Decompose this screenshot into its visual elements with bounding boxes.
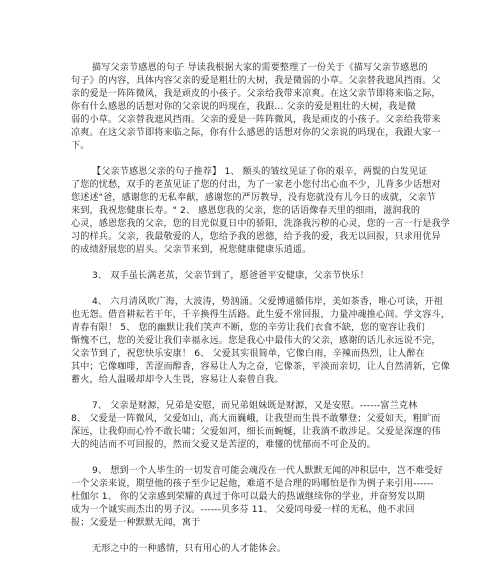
text-line: 成为一个诚实而杰出的男子汉。------贝多芬 11、 父爱同母爱一样的无私，他不求回 [71, 505, 415, 515]
text-line: 也无怨。借音耕耘若干年，千辛换得生活路。此生爱不常回报，力量冲魂推心间。学文容斗， [71, 310, 450, 320]
text-line: 描写父亲节感恩的句子 导读我根据大家的需要整理了一份关于《描写父亲节感恩的 [92, 63, 428, 73]
text-line: 来到，我祝您健康长寿。" 2、 感恩您我的父亲，您的话语像春天里的细雨，滋润我的 [71, 206, 421, 216]
text-line: 青春有限！ 5、 您的幽默让我们笑声不断，您的辛劳让我们衣食不缺，您的宽容让我们 [71, 323, 426, 333]
text-line: 大的纯洁而不可回报的，然而父爱又是苦涩的，难懂的忧郁而不可企及的。 [71, 440, 377, 450]
text-line: 深远，让我仰而心怜不敢长啸；父爱如河，细长而蜿蜒，让我淌不敢涉足。父爱是深邃的伟 [71, 427, 441, 437]
text-line: 9、 想到一个人毕生的一切发音可能会魂没在一代人默默无闻的冲积层中，岂不难受好 [92, 466, 443, 476]
text-line: 无形之中的一种感情，只有用心的人才能体会。 [92, 544, 287, 554]
text-line: 了您的忧愁，双手的老茧见证了您的付出，为了一家老小您付出心血不少，儿背多少话想对 [71, 180, 441, 190]
text-line: 心灵，感恩您我的父亲，您的目光似夏日中的骄阳，洗涤我污秽的心灵，您的一言一行是我学 [71, 219, 450, 229]
text-line: 3、 双手虽长满老茧，父亲节到了，愿爸爸平安健康，父亲节快乐！ [92, 271, 370, 281]
text-line: 你有什么感恩的话想对你的父亲说的吗现在，我跟... 父亲的爱是粗壮的大树，我是微 [71, 102, 416, 112]
text-line: 蓄火，给人温暖却却令人生畏，容易让人泰曾自我。 [71, 375, 284, 385]
text-line: 一个父亲来说，期望他的孩子至少记起他，难道不是合理的吗哪怕是作为例子来引用------ [71, 479, 434, 489]
text-line: 习的样兵。父亲，我最敬爱的人，您给予我的恩德，给予我的爱，我无以回报，只求用优异 [71, 232, 441, 242]
text-line: 的成绩舒展您的眉头。父亲节来到，祝您健康健康乐逍遥。 [71, 245, 312, 255]
text-line: 其中；它像咖啡，苦涩而醇香，容易让人为之奋，它像茶，平淡而亲切，让人自然清新，它像 [71, 362, 450, 372]
text-line: 下。 [71, 141, 90, 151]
text-line: 您述述"爸，感谢您的无私奉献，感谢您的严厉教导，没有您就没有儿今日的成就，父亲节 [71, 193, 436, 203]
text-line: 报；父爱是一种默默无闻，寓于 [71, 518, 201, 528]
text-line: 【父亲节感恩父亲的句子推荐】 1、 额头的皱纹见证了你的艰辛，两鬓的白发见证 [92, 167, 428, 177]
text-line: 父亲节到了，祝您快乐安康！ 6、 父爱其实很简单，它像白雨，辛辣而热烈，让人醉在 [71, 349, 426, 359]
text-line: 句子》的内容，具体内容父亲的爱是粗壮的大树，我是微弱的小草。父亲替我遮风挡雨。父 [71, 76, 441, 86]
text-line: 亲的爱是一阵阵微风，我是顽皮的小孩子。父亲给我带来凉爽。在这父亲节即将来临之际， [71, 89, 441, 99]
text-line: 4、 六月清风吹广海，大波涛，势汹涌。父爱博通循伟岸，美如茶香，唯心可读，开祖 [92, 297, 443, 307]
text-line: 7、 父亲是财源，兄弟是安慰，而兄弟姐妹既是财源，又是安慰。------富兰克林 [92, 401, 418, 411]
text-line: 凉爽。在这父亲节即将来临之际，你有什么感恩的话想对你的父亲说的吗现在，我跟大家一 [71, 128, 441, 138]
text-line: 杜伽尔 1、 你的父亲感到荣耀的真过于你可以最大的热诚继续你的学业，并奋努发以期 [71, 492, 426, 502]
text-line: 弱的小草。父亲替我遮风挡雨。父亲的爱是一阵阵微风，我是顽皮的小孩子。父亲给我带来 [71, 115, 441, 125]
text-line: 惭愧不已，您的关爱让我们幸福永远。您是我心中最伟大的父亲，感谢的话儿永远说不完， [71, 336, 441, 346]
text-line: 8、 父爱是一阵微风，父爱如山，高大而巍峨，让我望而生畏不敢攀登；父爱如天，粗旷而 [71, 414, 441, 424]
